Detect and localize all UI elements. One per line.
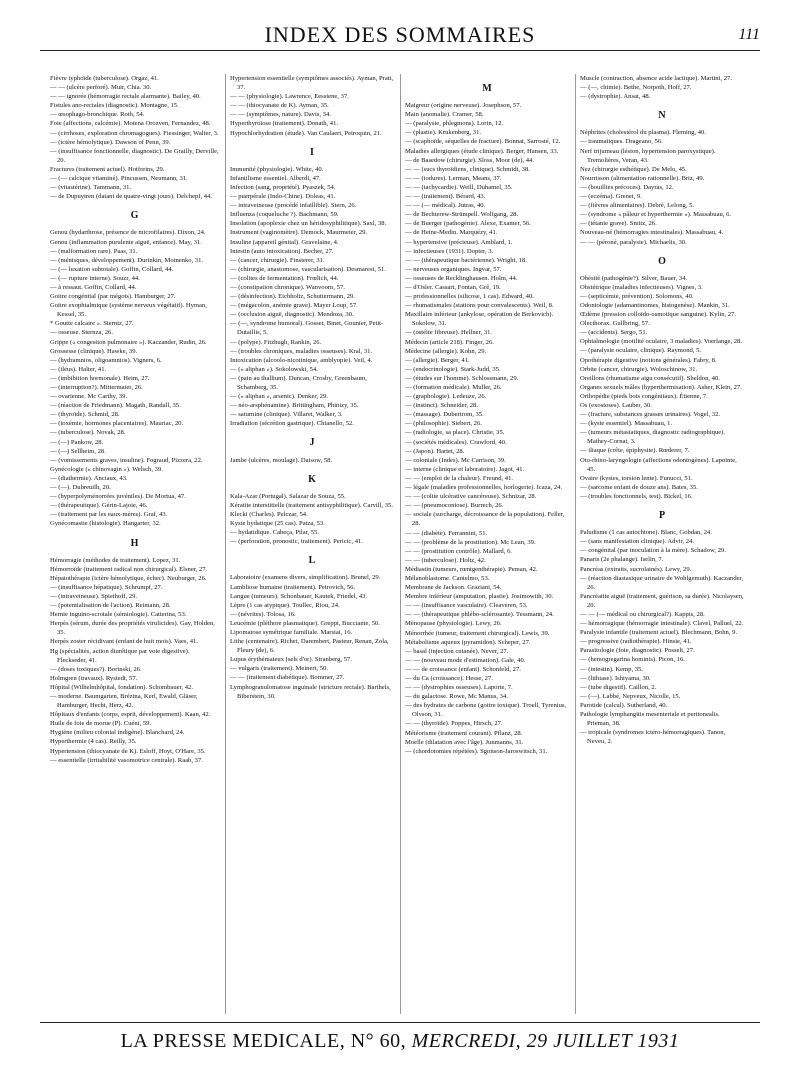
- section-letter: I: [310, 146, 314, 158]
- index-entry: — du galactose. Rowe, Mc Manus, 34.: [405, 693, 508, 701]
- index-entry: — tropicale (syndromes ictéro-hémorragiques). Tanon, Neveu, 2.: [580, 729, 726, 746]
- index-entry: Organes sexuels mâles (hyperthermisation). Asher, Klein, 27.: [580, 383, 742, 391]
- index-entry: Huile de foie de morue (P). Cuéni, 59.: [50, 720, 152, 728]
- index-entry: — (insuffisance hépatique). Schrumpf, 27.: [50, 583, 163, 591]
- index-entry: — de Heine-Medin. Marquézy, 41.: [405, 229, 498, 237]
- index-entry: — moderne. Baumgarten, Brézina, Kerl, Ewald, Gläser, Hamburger, Hecht, Herz, 42.: [50, 693, 198, 710]
- index-entry: Muscle (contraction, absence acide lactique). Martini, 27.: [580, 75, 732, 82]
- index-entry: — (fracture, substances grasses urinaires). Vogel, 32.: [580, 411, 721, 419]
- index-entry: — du Ca (croissance). Hesse, 27.: [405, 675, 493, 682]
- index-entry: — — (nouveau mode d'estimation). Gale, 40.: [405, 656, 526, 664]
- index-entry: — (ostéite fibreuse). Hellner, 31.: [405, 329, 493, 337]
- index-entry: Insuline (appareil génital). Gravelaine, 4.: [230, 238, 339, 246]
- index-entry: Nez (chirurgie esthétique). De Melo, 45.: [580, 165, 687, 173]
- index-entry: — hydatidique. Cabeça, Pilar, 55.: [230, 529, 320, 537]
- index-entry: — — (péroné, paralysie). Michaelis, 30.: [580, 238, 687, 246]
- index-entry: Influenza (coqueluche ?). Bachmann, 59.: [230, 211, 339, 219]
- index-entry: Kératite interstitielle (traitement antisyphilitique). Carvill, 35.: [230, 501, 393, 509]
- index-entry: — — (ulcère perforé). Muir, Chia. 30.: [50, 84, 152, 92]
- index-entry: — — (sucs thyroïdiens, clinique). Schmidt, 38.: [405, 165, 530, 173]
- index-entry: Mélanoblastome. Cantelmo, 53.: [405, 574, 490, 582]
- index-entry: Pancréas (extraits, sucrolainés). Lewy, 29.: [580, 565, 692, 573]
- index-entry: — (malformation rare). Paas, 31.: [50, 247, 138, 255]
- index-entry: — (dystrophie). Ansat, 48.: [580, 93, 651, 101]
- index-entry: Ophtalmologie (motilité oculaire, 3 maladies). Voerlange, 28.: [580, 338, 742, 346]
- index-entry: — (—) Pankow, 28.: [50, 438, 104, 446]
- page-title: INDEX DES SOMMAIRES: [264, 22, 536, 47]
- index-entry: — (perforation, pronostic, traitement). Pericic, 41.: [230, 538, 363, 546]
- footer-rule: [40, 1022, 760, 1023]
- section-letter: O: [658, 255, 666, 267]
- index-entry: — (« aliphan », arsenic). Denker, 29.: [230, 393, 328, 401]
- index-entry: — (— rupture interne). Souzr, 44.: [50, 274, 140, 282]
- index-entry: — professionnelles (silicose, 1 cas). Edward, 40.: [405, 293, 534, 301]
- index-entry: — — (iodures). Lerman, Means, 37.: [405, 174, 502, 182]
- index-entry: Kala-Azar (Portugal). Salazar de Souza, 55.: [230, 492, 346, 500]
- index-entry: Hypochlorhydration (étude). Van Caulaert, Petroquin, 21.: [230, 129, 382, 137]
- index-entry: — œsophago-bronchique. Roth, 54.: [50, 111, 145, 119]
- index-entry: — (traitement par les eaux-mères). Graf, 43.: [50, 511, 168, 519]
- index-entry: Odontologie (adamantinomes, histogenèse). Mankin, 31.: [580, 301, 730, 309]
- index-entry: Klecki (Charles). Pelczar, 54.: [230, 510, 308, 518]
- index-entry: — osseuses de Recklinghausen. Holm, 44.: [405, 274, 518, 282]
- index-entry: — — (colite ulcérative cancéreuse). Schnizar, 28.: [405, 493, 537, 501]
- index-entry: Oto-rhino-laryngologie (affections odontogènes). Lapointe, 45.: [580, 456, 737, 473]
- index-entry: Hypertension essentielle (symptômes associés). Ayman, Pratt, 37.: [230, 75, 394, 92]
- index-entry: — (cancer, chirurgie). Finsterer, 31.: [230, 256, 325, 264]
- index-entry: — des hydrates de carbone (goitre toxique). Troell, Tyrenius, Olvson, 31.: [405, 702, 567, 719]
- index-entry: — de Bechterew-Strümpell. Wolfgang, 28.: [405, 211, 519, 219]
- index-entry: — (tumeurs métastatiques, diagnostic radiographique). Mathey-Cornat, 3.: [580, 429, 726, 446]
- index-entry: — (plastie). Krukenberg, 31.: [405, 129, 482, 137]
- index-entry: — (troubles chroniques, maladies osseuses). Kral, 31.: [230, 347, 373, 355]
- index-entry: — — (thérapeutique bactérienne). Wright, 18.: [405, 256, 527, 264]
- index-entry: — — (thérapeutique phlébo-sclérosante). Tessmann, 24.: [405, 611, 554, 619]
- index-entry: — (pain au thallium). Duncan, Crosby, Greenbaum, Schamberg, 35.: [230, 374, 367, 391]
- index-entry: — (doses toxiques?). Borinski, 26.: [50, 665, 142, 673]
- index-entry: Langue (tumeurs). Schonbauer, Kautek, Friedel, 43.: [230, 592, 368, 600]
- index-entry: — (cirrhoses, exploration chromagogues). Fiessinger, Walter, 3.: [50, 129, 219, 137]
- section-letter: K: [308, 473, 316, 485]
- index-entry: Holmgren (travaux). Rystedt, 57.: [50, 674, 138, 682]
- index-entry: Hyperthyroïose (traitement). Donath, 41.: [230, 120, 339, 128]
- index-entry: — (lithiase). Ishiyama, 30.: [580, 674, 651, 682]
- index-entry: — ovarienne. Mc Carthy, 39.: [50, 393, 128, 401]
- index-entry: — d'Osler. Cassart, Fontan, Grê, 19.: [405, 283, 501, 291]
- index-entry: — progressive (radiothérapie). Hinsie, 41.: [580, 638, 692, 646]
- index-entry: — — de croissance (enfant). Schonfeld, 27.: [405, 665, 521, 673]
- index-entry: — (—, syndrome humoral). Gosset, Binet, Gounier, Petit-Dutaillis, 5.: [230, 320, 384, 337]
- index-entry: Irradiation (sécrétion gastrique). Chianello, 52.: [230, 420, 354, 428]
- index-entry: Météorisme (traitement courant). Pflanz, 28.: [405, 729, 523, 737]
- index-entry: Kyste hydatique (25 cas). Patza, 53.: [230, 520, 325, 528]
- index-entry: Médecin (article 218). Finger, 26.: [405, 338, 494, 346]
- index-entry: Obstétrique (maladies infectieuses). Vignes, 3.: [580, 283, 703, 291]
- index-entry: Hémorroïde (traitement radical non chirurgical). Elsner, 27.: [50, 565, 208, 573]
- index-entry: Leucémie (pléthore plasmatique). Greppi, Bucciante, 50.: [230, 619, 380, 627]
- index-entry: — (polype). Fitzhugh, Rankin, 26.: [230, 338, 322, 346]
- index-entry: — (ménisques, développement). Durinkin, Motnenko, 31.: [50, 256, 204, 264]
- index-entry: — — (dystrophies osseuses). Laporte, 7.: [405, 684, 513, 692]
- index-entry: Orbite (cancer, chirurgie). Woloschinow, 31.: [580, 365, 698, 373]
- index-entry: — à ressaut. Goffin, Collard, 44.: [50, 283, 137, 291]
- index-entry: Médecine (allergie). Kohn, 29.: [405, 347, 487, 355]
- index-entry: Insolation (apoplexie chez un héridosyphilitique). Saxl, 38.: [230, 220, 387, 228]
- index-entry: — rhumatismales (stations pour convalescents). Weil, 8.: [405, 302, 554, 310]
- index-entry: Goitre congénital (par mégots). Hamburger, 27.: [50, 293, 176, 301]
- index-entry: — (— calcique vitaminé). Pincussen, Neumann, 31.: [50, 175, 188, 183]
- index-entry: — (bouillies précoces). Dayras, 12.: [580, 183, 674, 191]
- index-entry: — légale (maladies professionnelles, horlogerie). Icaza, 24.: [405, 484, 563, 492]
- index-entry: — (formation médicale). Muller, 26.: [405, 384, 502, 391]
- index-entry: — (endocrinologie). Stark-Judd, 35.: [405, 365, 501, 373]
- index-entry: — sociale (surcharge, décroissance de la population). Feller, 28.: [405, 511, 565, 528]
- index-entry: Hyperthermie (4 cas). Reilly, 35.: [50, 738, 137, 746]
- index-entry: — (réaction diastasique urinaire de Wohlgemuth). Kaczander, 26.: [580, 574, 744, 591]
- index-entry: — (diathermie). Anciaux, 43.: [50, 474, 128, 482]
- index-entry: Goitre exophtalmique (système nerveux végétatif). Hyman, Kessel, 35.: [50, 302, 207, 319]
- index-entry: — (kyste essentiel). Massabuau, 1.: [580, 420, 673, 428]
- index-entry: — néo-arsphénamine). Brittingham, Phinizy, 35.: [230, 402, 359, 410]
- index-entry: — — (prostitution contrôle). Mallard, 6.: [405, 547, 512, 555]
- index-entry: Œdème (pression colloïdo-osmotique sanguine). Kylin, 27.: [580, 311, 737, 319]
- section-letter: N: [658, 110, 666, 122]
- index-entry: Lipomatose symétrique familiale. Marsiai, 16.: [230, 628, 353, 636]
- index-entry: Néphrites (cholestérol du plasma). Fleming, 40.: [580, 129, 706, 137]
- index-entry: Hôpitaux d'enfants (corps, esprit, développement). Kaan, 42.: [50, 711, 211, 719]
- index-entry: — (vitastérine). Tammann, 31.: [50, 184, 132, 192]
- index-entry: — — ignorée (hémorragie rectale alarmante). Bailey, 40.: [50, 93, 201, 101]
- index-entry: — (insuffisance fonctionnelle, diagnostic). De Grailly, Derville, 20.: [50, 147, 219, 164]
- section-letter: L: [308, 555, 316, 567]
- index-entry: — infectieuses (1931). Dopter, 3.: [405, 247, 494, 255]
- index-column-4: [575, 74, 750, 1014]
- index-entry: Lèpre (1 cas atypique). Toullec, Riou, 24.: [230, 601, 340, 609]
- index-entry: — — (emploi de la chaleur). Freund, 41.: [405, 474, 514, 482]
- index-entry: — de Buerger (pathogénie). Alexe, Examer, 56.: [405, 220, 531, 228]
- index-entry: — (thyroïde). Schmid, 28.: [50, 411, 120, 419]
- footer-date: MERCREDI, 29 JUILLET 1931: [411, 1030, 680, 1052]
- index-entry: — (accidents). Sergo, 51.: [580, 329, 648, 337]
- index-entry: — (constipation chronique). Wanvoorn, 57.: [230, 283, 345, 291]
- index-entry: — (tube digestif). Caillon, 2.: [580, 683, 657, 691]
- index-entry: — de Dupuytren (datant de quatre-vingt jours). Delchepf, 44.: [50, 193, 213, 201]
- header-rule: [40, 50, 760, 51]
- index-entry: — (ictère hémolytique). Dawson of Penn, 39.: [50, 138, 171, 146]
- index-entry: — saturnine (clinique). Villaret, Walker, 3.: [230, 411, 343, 419]
- index-entry: — (études sur l'homme). Schlossmann, 29.: [405, 374, 519, 382]
- index-entry: Maxillaire inférieur (ankylose, opération de Berkovich). Sokolow, 31.: [405, 311, 554, 328]
- index-entry: — (— luxation subtotale). Goffin, Collard, 44.: [50, 265, 174, 273]
- index-entry: — (toxémie, hormones placentaires). Mauriac, 20.: [50, 420, 184, 428]
- index-entry: — de Basedow (chirurgie). Sloss, Moor (de), 44.: [405, 156, 534, 164]
- index-entry: — (mégacolon, anémie grave). Mayer Loup, 57.: [230, 302, 358, 310]
- index-entry: Obésité (pathogénie?). Silver, Bauer, 34.: [580, 274, 688, 282]
- index-entry: Nouveau-né (hémorragies intestinales). Massabuau, 4.: [580, 229, 724, 237]
- index-entry: Lymphogranulomatose inguinale (stricture rectale). Barthels, Biberstein, 30.: [230, 683, 391, 700]
- index-entry: — (paralysie oculaire, clinique). Raymond, 5.: [580, 347, 702, 355]
- index-entry: Os (exostoses). Lauber, 30.: [580, 402, 652, 409]
- index-entry: — (iléus). Halter, 41.: [50, 365, 107, 373]
- index-entry: Olecthorax. Gullbring, 57.: [580, 320, 650, 328]
- index-entry: — — (problème de la prostitution). Mc Lean, 39.: [405, 538, 536, 546]
- index-entry: — osseuse. Sternza, 26.: [50, 329, 113, 337]
- index-entry: — (philosophie). Siebert, 26.: [405, 420, 482, 428]
- index-entry: Genou (hydarthrose, présence de microfilaires). Dixon, 24.: [50, 229, 206, 237]
- index-entry: Lambliose humaine (traitement). Petrovich, 56.: [230, 583, 356, 591]
- index-entry: — (tuberculose). Novak, 28.: [50, 429, 126, 437]
- section-letter: P: [658, 510, 666, 522]
- index-entry: — — (tuberculose). Holtz, 42.: [405, 556, 486, 564]
- index-entry: Orthopédie (pieds bots congénitaux). Étienne, 7.: [580, 392, 708, 400]
- index-entry: Ménorrhée (tumeur, traitement chirurgical). Lewis, 39.: [405, 629, 550, 637]
- index-entry: — (syndrome « pâleur et hyperthermie »). Massabuau, 6.: [580, 211, 732, 219]
- index-entry: Herpès (sérum, durée des propriétés virulicides). Gay, Holden, 35.: [50, 620, 215, 637]
- section-letter: M: [482, 83, 492, 94]
- index-entry: — hémorragique (hémorragie intestinale). Clavel, Palluel, 22.: [580, 620, 744, 628]
- index-entry: — (occlusion aiguë, diagnostic). Mendoza, 30.: [230, 311, 354, 319]
- index-entry: — (désinfection). Eichholtz, Schuttermann, 29.: [230, 293, 355, 301]
- index-entry: Fistules ano-rectales (diagnostic). Montagne, 15.: [50, 102, 179, 110]
- index-entry: — (sans manifestation clinique). Advir, 24.: [580, 538, 695, 546]
- index-entry: — (troubles fonctionnels, test). Bickel, 16.: [580, 492, 693, 500]
- section-letter: H: [130, 537, 139, 549]
- index-entry: Hg (spécialités, action diurétique par voie digestive). Fleckseder, 41.: [50, 647, 190, 664]
- index-entry: Maigreur (origine nerveuse). Josephson, 57.: [405, 102, 522, 110]
- index-entry: — nerveuses organiques. Ingvar, 57.: [405, 265, 502, 273]
- index-entry: — (colites de fermentation). Frœlich, 44.: [230, 274, 339, 282]
- index-entry: — vulgaris (traitement). Meinert, 50.: [230, 665, 328, 673]
- index-entry: Infection (sang, propriété). Pyaszek, 54.: [230, 183, 336, 191]
- index-entry: — (chordotomies répétées). Sgonson-Jaroswitsch, 31.: [405, 747, 548, 755]
- index-entry: — (vomissements graves, insuline). Fograud, Pizzera, 22.: [50, 456, 203, 464]
- index-entry: — (chirurgie, anastomose, vascularisation). Desmarest, 51.: [230, 265, 386, 273]
- index-entry: Ovaire (kystes, torsion lente). Funucci, 51.: [580, 474, 693, 482]
- index-entry: — (instinct). Schneider, 28.: [405, 402, 478, 410]
- index-entry: — iliaque (crête, épiphysite). Rœderer, 7.: [580, 447, 690, 455]
- index-entry: — (hydramnios, oligoamnios). Vigners, 6.: [50, 356, 162, 364]
- index-entry: Membre inférieur (amputation, plastie). Jostmowith, 30.: [405, 593, 554, 601]
- index-entry: Nerf trijumeau (lésion, hypertension paroxystique). Tremolières, Veran, 43.: [580, 147, 716, 164]
- index-entry: — (fièvres alimentaires). Debré, Lelong, 5.: [580, 202, 695, 210]
- index-entry: Jambe (ulcères, moulage). Daisow, 58.: [230, 456, 333, 464]
- index-entry: — (intestin). Kemp, 35.: [580, 665, 643, 673]
- index-entry: Hernie inguino-scrotale (sémiologie). Catterina, 53.: [50, 611, 187, 619]
- index-entry: Lithe (centenaire). Richet, Darembert, Pasteur, Renan, Zola, Fleury (de), 6.: [230, 638, 389, 655]
- index-entry: Fièvre typhoïde (tuberculose). Orgaz, 41.: [50, 75, 159, 82]
- index-entry: Herpès zoster récidivant (enfant de huit mois). Vaes, 41.: [50, 638, 199, 646]
- index-entry: Maladies allergiques (étude clinique). Berger, Hansen, 33.: [405, 147, 559, 155]
- index-entry: * Goutte calcaire ». Sterntz, 27.: [50, 320, 134, 328]
- index-entry: Parotide (calcul). Sutherland, 40.: [580, 701, 668, 709]
- index-entry: — coloniale (Indes). Mc Carrison, 39.: [405, 456, 506, 464]
- index-entry: Hôpital (Wilhelmhôpital, fondation). Schombauer, 42.: [50, 683, 194, 691]
- index-entry: — (tétanie grave). Smitz, 26.: [580, 220, 657, 228]
- index-entry: — (thérapeutique). Gérin-Lajoie, 46.: [50, 502, 148, 510]
- index-entry: Main (anomalie). Cramer, 58.: [405, 111, 484, 119]
- section-letter: G: [130, 210, 139, 222]
- index-entry: Moelle (dilatation avec l'âge). Junmanns, 31.: [405, 738, 524, 746]
- index-entry: Lupus érythémateux (sels d'or). Stranberg, 57.: [230, 656, 352, 664]
- index-entry: — (—). Dubreuilh, 20.: [50, 484, 111, 492]
- index-entry: — essentielle (irritabilité vasomotrice centrale). Raab, 37.: [50, 756, 203, 764]
- index-entry: Gynécomastie (histologie). Hangarter, 32.: [50, 520, 161, 528]
- index-entry: — — (physiologie). Lawrence, Eesstene, 37.: [230, 93, 349, 101]
- index-entry: — (potentialisation de l'action). Reimann, 28.: [50, 602, 171, 610]
- index-entry: Pathologie lymphangitis mesenteriale et peritonealis. Prieman, 38.: [580, 711, 720, 728]
- index-entry: — basal (injection cutanée). Never, 27.: [405, 647, 509, 655]
- index-entry: — — (diabète). Ferrannini, 51.: [405, 529, 488, 537]
- index-entry: — (allergie). Berger, 41.: [405, 356, 470, 364]
- index-entry: — — (— médical). Jutras, 40.: [405, 202, 486, 210]
- page-number: 111: [738, 26, 760, 43]
- index-entry: — — (insuffisance vasculaire). Cleaveren, 53.: [405, 602, 528, 610]
- index-entry: — (sarcome enfant de douze ans). Bates, 35.: [580, 483, 698, 491]
- index-entry: — — (traitement). Bérard, 43.: [405, 193, 486, 201]
- index-entry: Métabolisme aqueux (pyramidon). Scheper, 27.: [405, 638, 531, 646]
- index-entry: — — (traitement diabétique). Bommer, 27.: [230, 674, 345, 682]
- index-entry: Infantilisme essentiel. Alberdi, 47.: [230, 174, 321, 182]
- index-entry: — hypertensive (précieuse). Amblard, 1.: [405, 238, 513, 246]
- section-letter: J: [309, 437, 315, 449]
- index-column-3: [400, 74, 575, 1014]
- index-entry: — — (thiocyanate de K). Ayman, 35.: [230, 102, 329, 110]
- index-entry: — (névrites). Tolosa, 16.: [230, 610, 296, 618]
- index-entry: — (—, chimie). Bethe, Norpoth, Hoff, 27.: [580, 84, 692, 92]
- index-entry: — (Japon). Hartet, 28.: [405, 447, 465, 455]
- footer-journal: LA PRESSE MEDICALE, N° 60,: [120, 1030, 407, 1052]
- index-entry: Hémorragie (méthodes de traitement). Lopez, 31.: [50, 556, 181, 564]
- index-entry: Genou (inflammation purulente aiguë, enfance). May, 31.: [50, 238, 202, 246]
- index-entry: — (—). Labbé, Nepveux, Nicolle, 15.: [580, 692, 681, 700]
- index-entry: — (paralysie, phlegmons). Lorin, 12.: [405, 120, 504, 128]
- index-entry: Nourrisson (alimentation rationnelle). Briz, 49.: [580, 174, 705, 182]
- index-entry: — — (thyroïde). Poppes, Hirsch, 27.: [405, 720, 503, 728]
- index-entry: — (interruption?). Mittermaier, 26.: [50, 384, 143, 391]
- index-entry: — (« aliphan »). Sokolowski, 54.: [230, 365, 318, 373]
- index-entry: Paralysie infantile (traitement actuel). Blechmann, Bohn, 9.: [580, 629, 738, 637]
- index-entry: Parasitologie (foie, diagnostic). Posselt, 27.: [580, 647, 695, 655]
- index-entry: Membrane de Jackson. Graziani, 54.: [405, 584, 502, 592]
- index-entry: — (septicémie, prévention). Solomons, 40.: [580, 292, 694, 300]
- index-entry: — (intraveineuse). Spiethoff, 29.: [50, 592, 138, 600]
- index-entry: — (massage). Dubertrom, 35.: [405, 411, 484, 419]
- index-entry: — (imbibition hormonale). Heim, 27.: [50, 374, 150, 382]
- page-footer: [40, 1030, 760, 1060]
- index-entry: — intraveineuse (procédé infaillible). Stern, 26.: [230, 202, 357, 210]
- index-entry: — (eczéma). Grenet, 9.: [580, 193, 642, 201]
- index-entry: Fractures (traitement actuel). Hotfreins, 29.: [50, 165, 165, 173]
- index-entry: — — (— médical ou chirurgical?). Kappis, 28.: [580, 610, 705, 618]
- index-entry: Hépatothérapie (ictère hémolytique, échec). Neuburger, 26.: [50, 574, 207, 582]
- index-entry: — congénital (par inoculation à la mère). Schadow, 29.: [580, 547, 726, 555]
- index-entry: — puerpérale (Indo-Chine). Doleas, 41.: [230, 193, 336, 201]
- index-entry: Paludisme (1 cas autochtone). Blanc, Gobdan, 24.: [580, 529, 712, 537]
- index-column-2: [225, 74, 400, 1014]
- index-entry: Opothérapie digestive (notions générales). Fabry, 8.: [580, 356, 717, 364]
- index-entry: Panaris (2e phalange). Iselin, 7.: [580, 556, 664, 564]
- index-entry: — (hemogregarina hominis). Picon, 16.: [580, 656, 685, 664]
- index-entry: Foie (affections, calcémie). Motena Orozven, Fernandez, 48.: [50, 120, 211, 128]
- index-entry: — (sociétés médicales). Crawford, 40.: [405, 438, 507, 446]
- index-entry: — (graphologie). Ledeuze, 26.: [405, 393, 487, 401]
- index-entry: Oreillons (rhumatisme aigu consécutif). Sheldon, 40.: [580, 374, 720, 382]
- index-column-1: [50, 74, 225, 1014]
- index-entry: Laboratoire (examens divers, simplification). Brunel, 29.: [230, 574, 381, 582]
- index-columns: [50, 74, 750, 1014]
- index-entry: — (—) Sellheim, 28.: [50, 447, 106, 455]
- index-entry: — (réaction de Friedmann). Magath, Randall, 35.: [50, 402, 181, 410]
- index-entry: — interne (clinique et laboratoire). Jagot, 41.: [405, 465, 525, 473]
- index-entry: Médiastin (tumeurs, rœntgenthérapie). Peman, 42.: [405, 565, 538, 573]
- index-entry: — — (tachycardie). Weill, Duhamel, 35.: [405, 183, 513, 191]
- index-entry: Immunité (physiologie). White, 40.: [230, 165, 324, 173]
- index-entry: Grippe (« congestion pulmonaire »). Kaczander, Rudin, 26.: [50, 338, 207, 346]
- index-entry: Ménopause (physiologie). Lewy, 26.: [405, 620, 502, 628]
- index-entry: Gynécologie (« chinovagin »). Welsch, 39.: [50, 465, 163, 473]
- index-entry: — — (symptômes, nature). Davis, 34.: [230, 111, 331, 119]
- index-entry: — (radiologie, sa place). Christie, 35.: [405, 429, 505, 437]
- index-entry: Instrument (vaginomètre). Demock, Maurmeier, 29.: [230, 229, 368, 237]
- index-entry: Hypertension (thiocyanate de K). Esloff, Hoyt, O'Hare, 35.: [50, 747, 206, 755]
- index-entry: Intoxication (alcoolo-nicotinique, amblyopie). Veil, 4.: [230, 356, 373, 364]
- index-entry: Pancréatite aiguë (traitement, guérison, sa durée). Nicolaysen, 20.: [580, 592, 744, 609]
- index-entry: — (scaphoïde, séquelles de fracture). Bonnat, Sarrosté, 12.: [405, 138, 561, 146]
- index-entry: Hygiène (milieu colonial indigène). Blanchard, 24.: [50, 729, 185, 737]
- index-entry: Intestin (auto intoxication). Becher, 27.: [230, 247, 334, 255]
- index-entry: — traumatiques. Drageano, 56.: [580, 138, 663, 146]
- index-entry: Grossesse (clinique). Hawke, 39.: [50, 347, 138, 355]
- index-entry: — (hyperpolyménorrées juvéniles). De Mortua, 47.: [50, 493, 186, 501]
- index-entry: — — (pneumoconiose). Burrech, 26.: [405, 502, 504, 510]
